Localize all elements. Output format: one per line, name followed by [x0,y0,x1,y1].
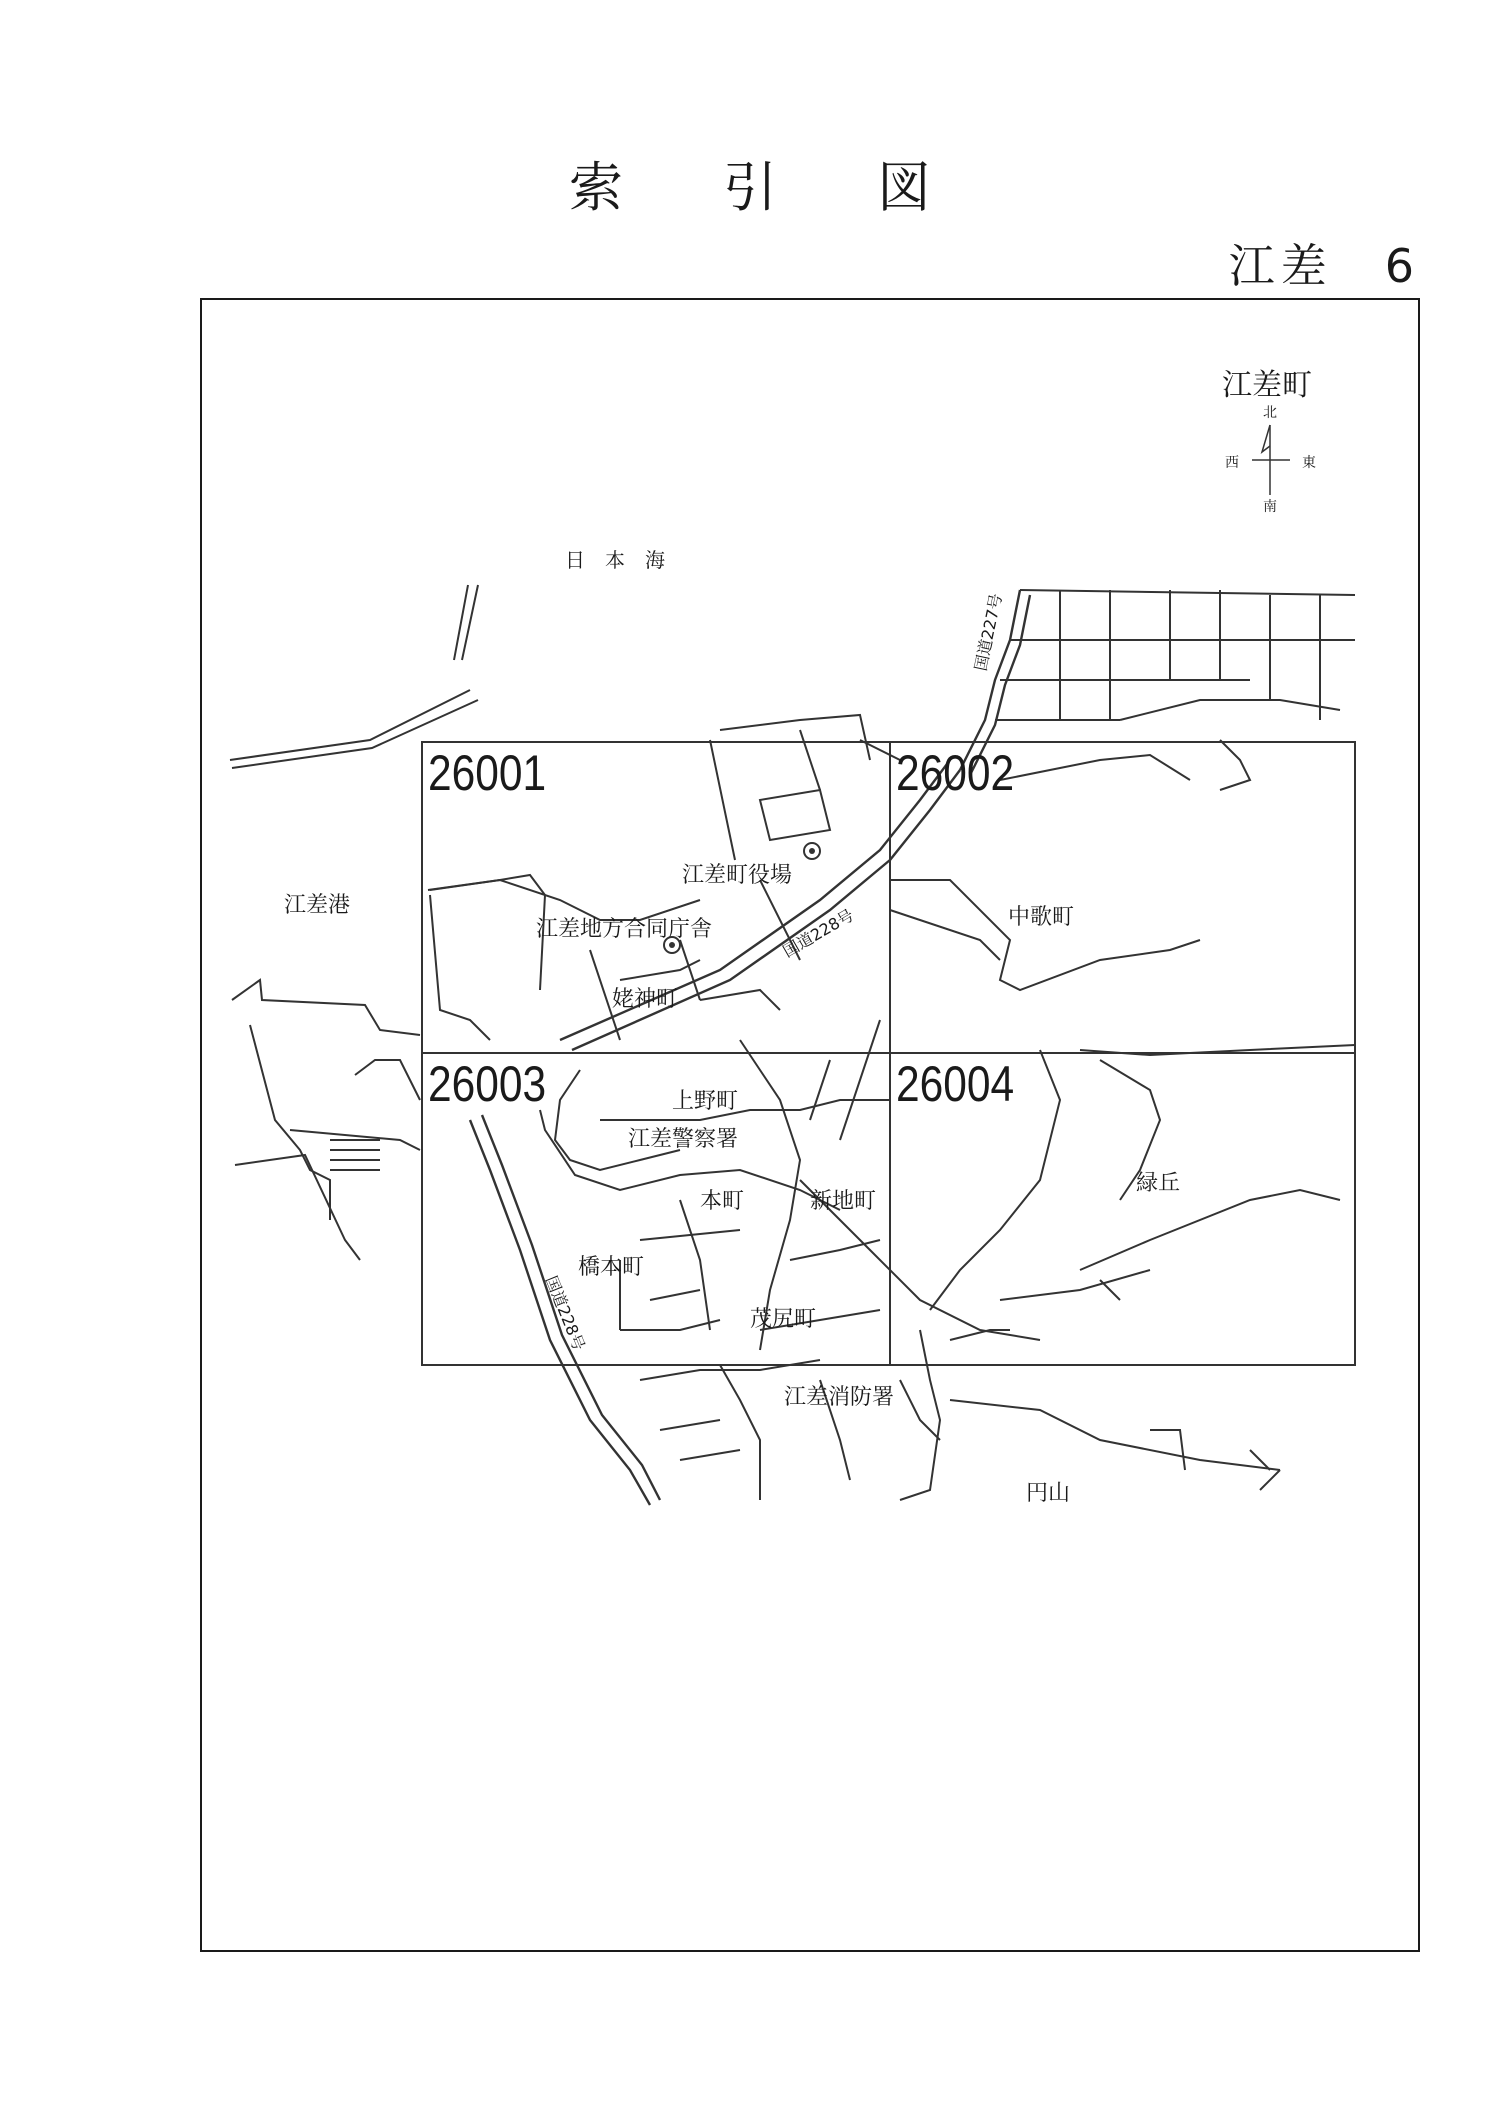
label-port: 江差港 [284,893,351,918]
street [1220,740,1250,790]
street [640,1200,740,1330]
street [950,1400,1280,1470]
label-ueno: 上野町 [672,1089,739,1114]
label-police: 江差警察署 [628,1127,739,1152]
label-hashimoto: 橋本町 [578,1255,645,1280]
compass [1252,425,1290,495]
label-sea: 日 本 海 [565,548,665,572]
compass-west: 西 [1225,455,1239,471]
label-route228-lower: 国道228号 [541,1273,589,1354]
page-title: 索引図 [569,156,1031,219]
panel-26003-label[interactable]: 26003 [428,1056,547,1112]
panel-26004-label[interactable]: 26004 [896,1056,1015,1112]
label-maruyama: 円山 [1026,1481,1071,1506]
street [900,1330,940,1500]
compass-east: 東 [1302,455,1316,471]
compass-north: 北 [1263,405,1277,421]
street [720,715,870,760]
label-hon: 本町 [700,1189,745,1214]
label-fire: 江差消防署 [784,1385,895,1410]
panel-26002-label[interactable]: 26002 [896,745,1015,801]
street [890,880,1200,990]
sheet-number: 江差 6 [1228,239,1420,293]
breakwater [454,585,478,660]
street [1120,700,1340,720]
town-name: 江差町 [1222,368,1312,403]
label-midorigaoka: 緑丘 [1136,1171,1181,1196]
label-shinchi: 新地町 [810,1189,877,1214]
street [720,1365,760,1500]
label-route227: 国道227号 [970,591,1006,673]
road-network [230,585,1355,1505]
panel-26001-label[interactable]: 26001 [428,745,547,801]
port-structure [250,1025,330,1220]
port-structure [330,1140,380,1170]
label-town-office: 江差町役場 [682,863,793,888]
street [995,640,1355,720]
street [1020,590,1355,595]
port-structure [355,1060,420,1100]
street [1000,1270,1150,1300]
harbor-edge [428,875,545,990]
street [950,1330,1010,1340]
street [810,1020,880,1140]
label-joint-office: 江差地方合同庁舎 [536,917,713,942]
label-route228-upper: 国道228号 [779,905,858,962]
street [890,910,1000,960]
port-structure [232,980,420,1035]
street [800,730,900,790]
label-moshiri: 茂尻町 [750,1307,817,1332]
street [600,1100,890,1120]
street [1000,755,1190,780]
harbor-edge [430,895,490,1040]
label-nakauta: 中歌町 [1008,905,1075,930]
label-ubagami: 姥神町 [612,987,679,1012]
street [1080,1190,1340,1270]
compass-south: 南 [1263,499,1277,515]
